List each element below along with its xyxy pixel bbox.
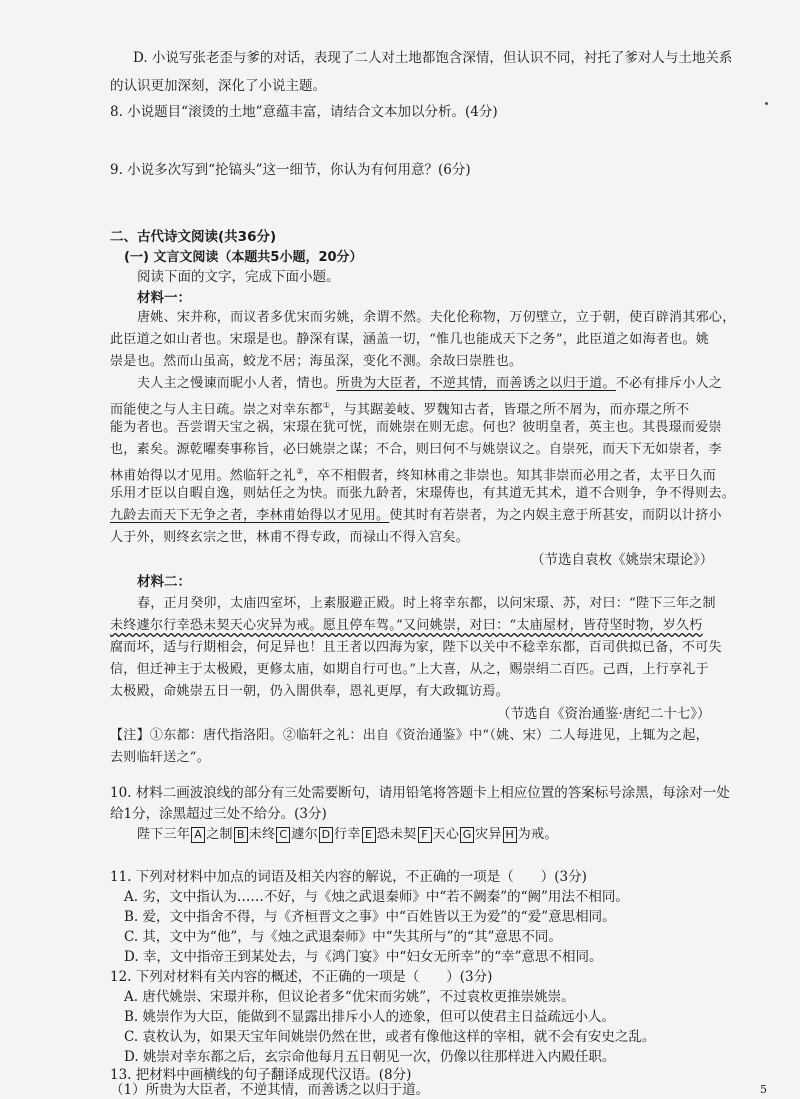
q7-option-d-line2: 的认识更加深刻，深化了小说主题。	[110, 78, 326, 94]
segment-text: 恐未契	[376, 827, 417, 842]
answer-box-b[interactable]: B	[234, 827, 248, 843]
answer-box-a[interactable]: A	[191, 827, 205, 843]
material-1-line: 唐姚、宋并称，而议者多优宋而劣姚，余谓不然。夫化伦称物，万仞壁立，立于朝，使百辟消其邪心，	[137, 310, 736, 325]
material-1-line	[110, 397, 689, 419]
footnote-1-marker: ①	[322, 401, 331, 410]
q12-option-b: B. 姚崇作为大臣，能做到不显露出排斥小人的迹象，但可以使君主日益疏远小人。	[124, 1009, 616, 1025]
material-2-line: 信，但迁神主于太极殿，更修太庙，如期自行可也。”上大喜，从之，赐崇绢二百匹。己酉，上行享礼于	[110, 662, 709, 677]
question-12-stem: 12. 下列对材料有关内容的概述，不正确的一项是（ ）(3分)	[110, 969, 493, 985]
section-2-subtitle: (一) 文言文阅读（本题共5小题，20分）	[124, 250, 363, 265]
segment-text: 未终	[248, 827, 276, 842]
material-1-line	[137, 375, 722, 393]
scan-speck	[765, 102, 768, 105]
material-1-line: 乐用才臣以自暇自逸，则姑任之为快。而张九龄者，宋璟俦也，有其道无其术，道不合则争，争不得则去。	[110, 486, 736, 501]
question-8: 8. 小说题目“滚烫的土地”意蕴丰富，请结合文本加以分析。(4分)	[110, 104, 498, 120]
footnote-2-marker: ②	[296, 467, 304, 476]
material-1-text: ，与其踞姜岐、罗魏知古者，皆璟之所不屑为，而亦璟之所不	[330, 402, 690, 418]
answer-box-c[interactable]: C	[276, 827, 290, 843]
page-number: 5	[760, 1083, 767, 1096]
segment-text: 灾异	[475, 827, 502, 842]
material-1-source: （节选自袁枚《姚崇宋璟论》）	[531, 552, 714, 568]
material-1-line	[110, 507, 722, 525]
reading-instruction: 阅读下面的文字，完成下面小题。	[137, 269, 340, 285]
answer-box-e[interactable]: E	[362, 827, 376, 843]
answer-box-f[interactable]: F	[418, 827, 432, 843]
material-1-line: 能为者也。吾尝谓天宝之祸，宋璟在犹可恍，而姚崇在则无虑。何也？彼明皇者，英主也。其畏璟而爱崇	[110, 420, 722, 435]
material-2-line: 春，正月癸卯，太庙四室坏，上素服避正殿。时上将幸东都，以问宋璟、苏，对曰：“陛下三年之制	[137, 596, 716, 611]
material-1-label: 材料一：	[137, 290, 191, 306]
segment-text: 之制	[206, 827, 233, 842]
section-2-title: 二、古代诗文阅读(共36分)	[110, 229, 277, 245]
q11-option-d: D. 幸，文中指帝王到某处去，与《鸿门宴》中“妇女无所幸”的“幸”意思不相同。	[124, 949, 603, 965]
material-1-line: 此臣道之如山者也。宋璟是也。静深有谋，涵盖一切，“惟几也能成天下之务”，此臣道之如海者也。姚	[110, 332, 710, 347]
q7-option-d-line1: D. 小说写张老歪与爹的对话，表现了二人对土地都饱含深情，但认识不同，衬托了爹对人与土地关系	[133, 50, 733, 66]
segment-text: 为戒。	[517, 827, 558, 842]
material-1-line	[110, 463, 716, 485]
note-line2: 去则临轩送之”。	[110, 750, 211, 765]
material-2-wavy-line: 未终遽尔行幸恐未契天心灾异为戒。愿且停车驾。”又问姚崇，对曰：“太庙屋材，皆苻坚时物，岁久朽	[110, 618, 703, 633]
segment-text: 陛下三年	[137, 827, 191, 842]
question-11-stem: 11. 下列对材料中加点的词语及相关内容的解说，不正确的一项是（ ）(3分)	[110, 869, 587, 885]
material-2-source: （节选自《资治通鉴·唐纪二十七》）	[497, 706, 711, 722]
material-1-text: 而能使之与人主日疏。崇之对幸东都	[110, 402, 323, 418]
segment-text: 遽尔	[291, 827, 319, 842]
q10-segmented-sentence	[137, 826, 558, 844]
material-1-line: 也，素矣。源乾曜奏事称旨，必曰姚崇之谋；不合，则曰何不与姚崇议之。自崇死，而天下无如崇者，李	[110, 442, 722, 457]
q11-option-a: A. 劣，文中指认为……不好，与《烛之武退秦师》中“若不阙秦”的“阙”用法不相同。	[124, 889, 629, 905]
material-1-line: 崇是也。然而山虽高，蛟龙不居；海虽深，变化不测。余故曰崇胜也。	[110, 354, 523, 369]
q11-option-b: B. 爱，文中指舍不得，与《齐桓晋文之事》中“百姓皆以王为爱”的“爱”意思相同。	[124, 909, 616, 925]
q12-option-a: A. 唐代姚崇、宋璟并称，但议论者多“优宋而劣姚”，不过袁枚更推崇姚崇。	[124, 989, 575, 1005]
note-line1: 【注】①东都：唐代指洛阳。②临轩之礼：出自《资治通鉴》中“（姚、宋）二人每进见，上辄为之起，	[110, 728, 709, 743]
q13-item-1: （1）所贵为大臣者，不逆其情，而善诱之以归于道。	[110, 1082, 430, 1098]
question-10-line2: 给1分，涂黑超过三处不给分。(3分)	[110, 806, 327, 822]
material-1-text: 使其时有若崇者，为之内娱主意于所甚安，而阴以计挤小	[389, 508, 722, 523]
material-1-line: 人于外，则终玄宗之世，林甫不得专政，而禄山不得入宫矣。	[110, 530, 470, 545]
segment-text: 天心	[432, 827, 460, 842]
material-2-line: 太极殿，命姚崇五日一朝，仍入閤供奉，恩礼更厚，有大政辄访焉。	[110, 684, 510, 699]
q12-option-d: D. 姚崇对幸东都之后，玄宗命他每月五日朝见一次，仍像以往那样进入内殿任职。	[124, 1049, 616, 1065]
answer-box-h[interactable]: H	[503, 827, 517, 843]
question-9: 9. 小说多次写到“抡镐头”这一细节，你认为有何用意？(6分)	[110, 162, 471, 178]
material-1-text: ，卒不相假者，终知林甫之非崇也。知其非崇而必用之者，太平日久而	[303, 468, 716, 484]
material-1-text: 不必有排斥小人之	[615, 376, 723, 391]
q12-option-c: C. 袁枚认为，如果天宝年间姚崇仍然在世，或者有像他这样的宰相，就不会有安史之乱。	[124, 1029, 656, 1045]
q11-option-c: C. 其，文中为“他”，与《烛之武退秦师》中“失其所与”的“其”意思不同。	[124, 929, 562, 945]
answer-box-d[interactable]: D	[319, 827, 333, 843]
segment-text: 行幸	[334, 827, 361, 842]
material-2-label: 材料二：	[137, 574, 191, 590]
question-10-line1: 10. 材料二画波浪线的部分有三处需要断句，请用铅笔将答题卡上相应位置的答案标号涂黑，每涂对一处	[110, 785, 730, 801]
answer-box-g[interactable]: G	[460, 827, 474, 843]
underlined-sentence-2: 九龄去而天下无争之者，李林甫始得以才见用。	[110, 508, 390, 523]
underlined-sentence-1: 所贵为大臣者，不逆其情，而善诱之以归于道。	[336, 376, 616, 391]
material-1-text: 夫人主之慢谏而昵小人者，情也。	[137, 376, 337, 391]
question-13-stem: 13. 把材料中画横线的句子翻译成现代汉语。(8分)	[110, 1067, 412, 1083]
material-2-line: 腐而坏，适与行期相会，何足异也！且王者以四海为家，陛下以关中不稔幸东都，百司供拟已备，不可失	[110, 640, 722, 655]
material-1-text: 林甫始得以才见用。然临轩之礼	[110, 468, 297, 484]
